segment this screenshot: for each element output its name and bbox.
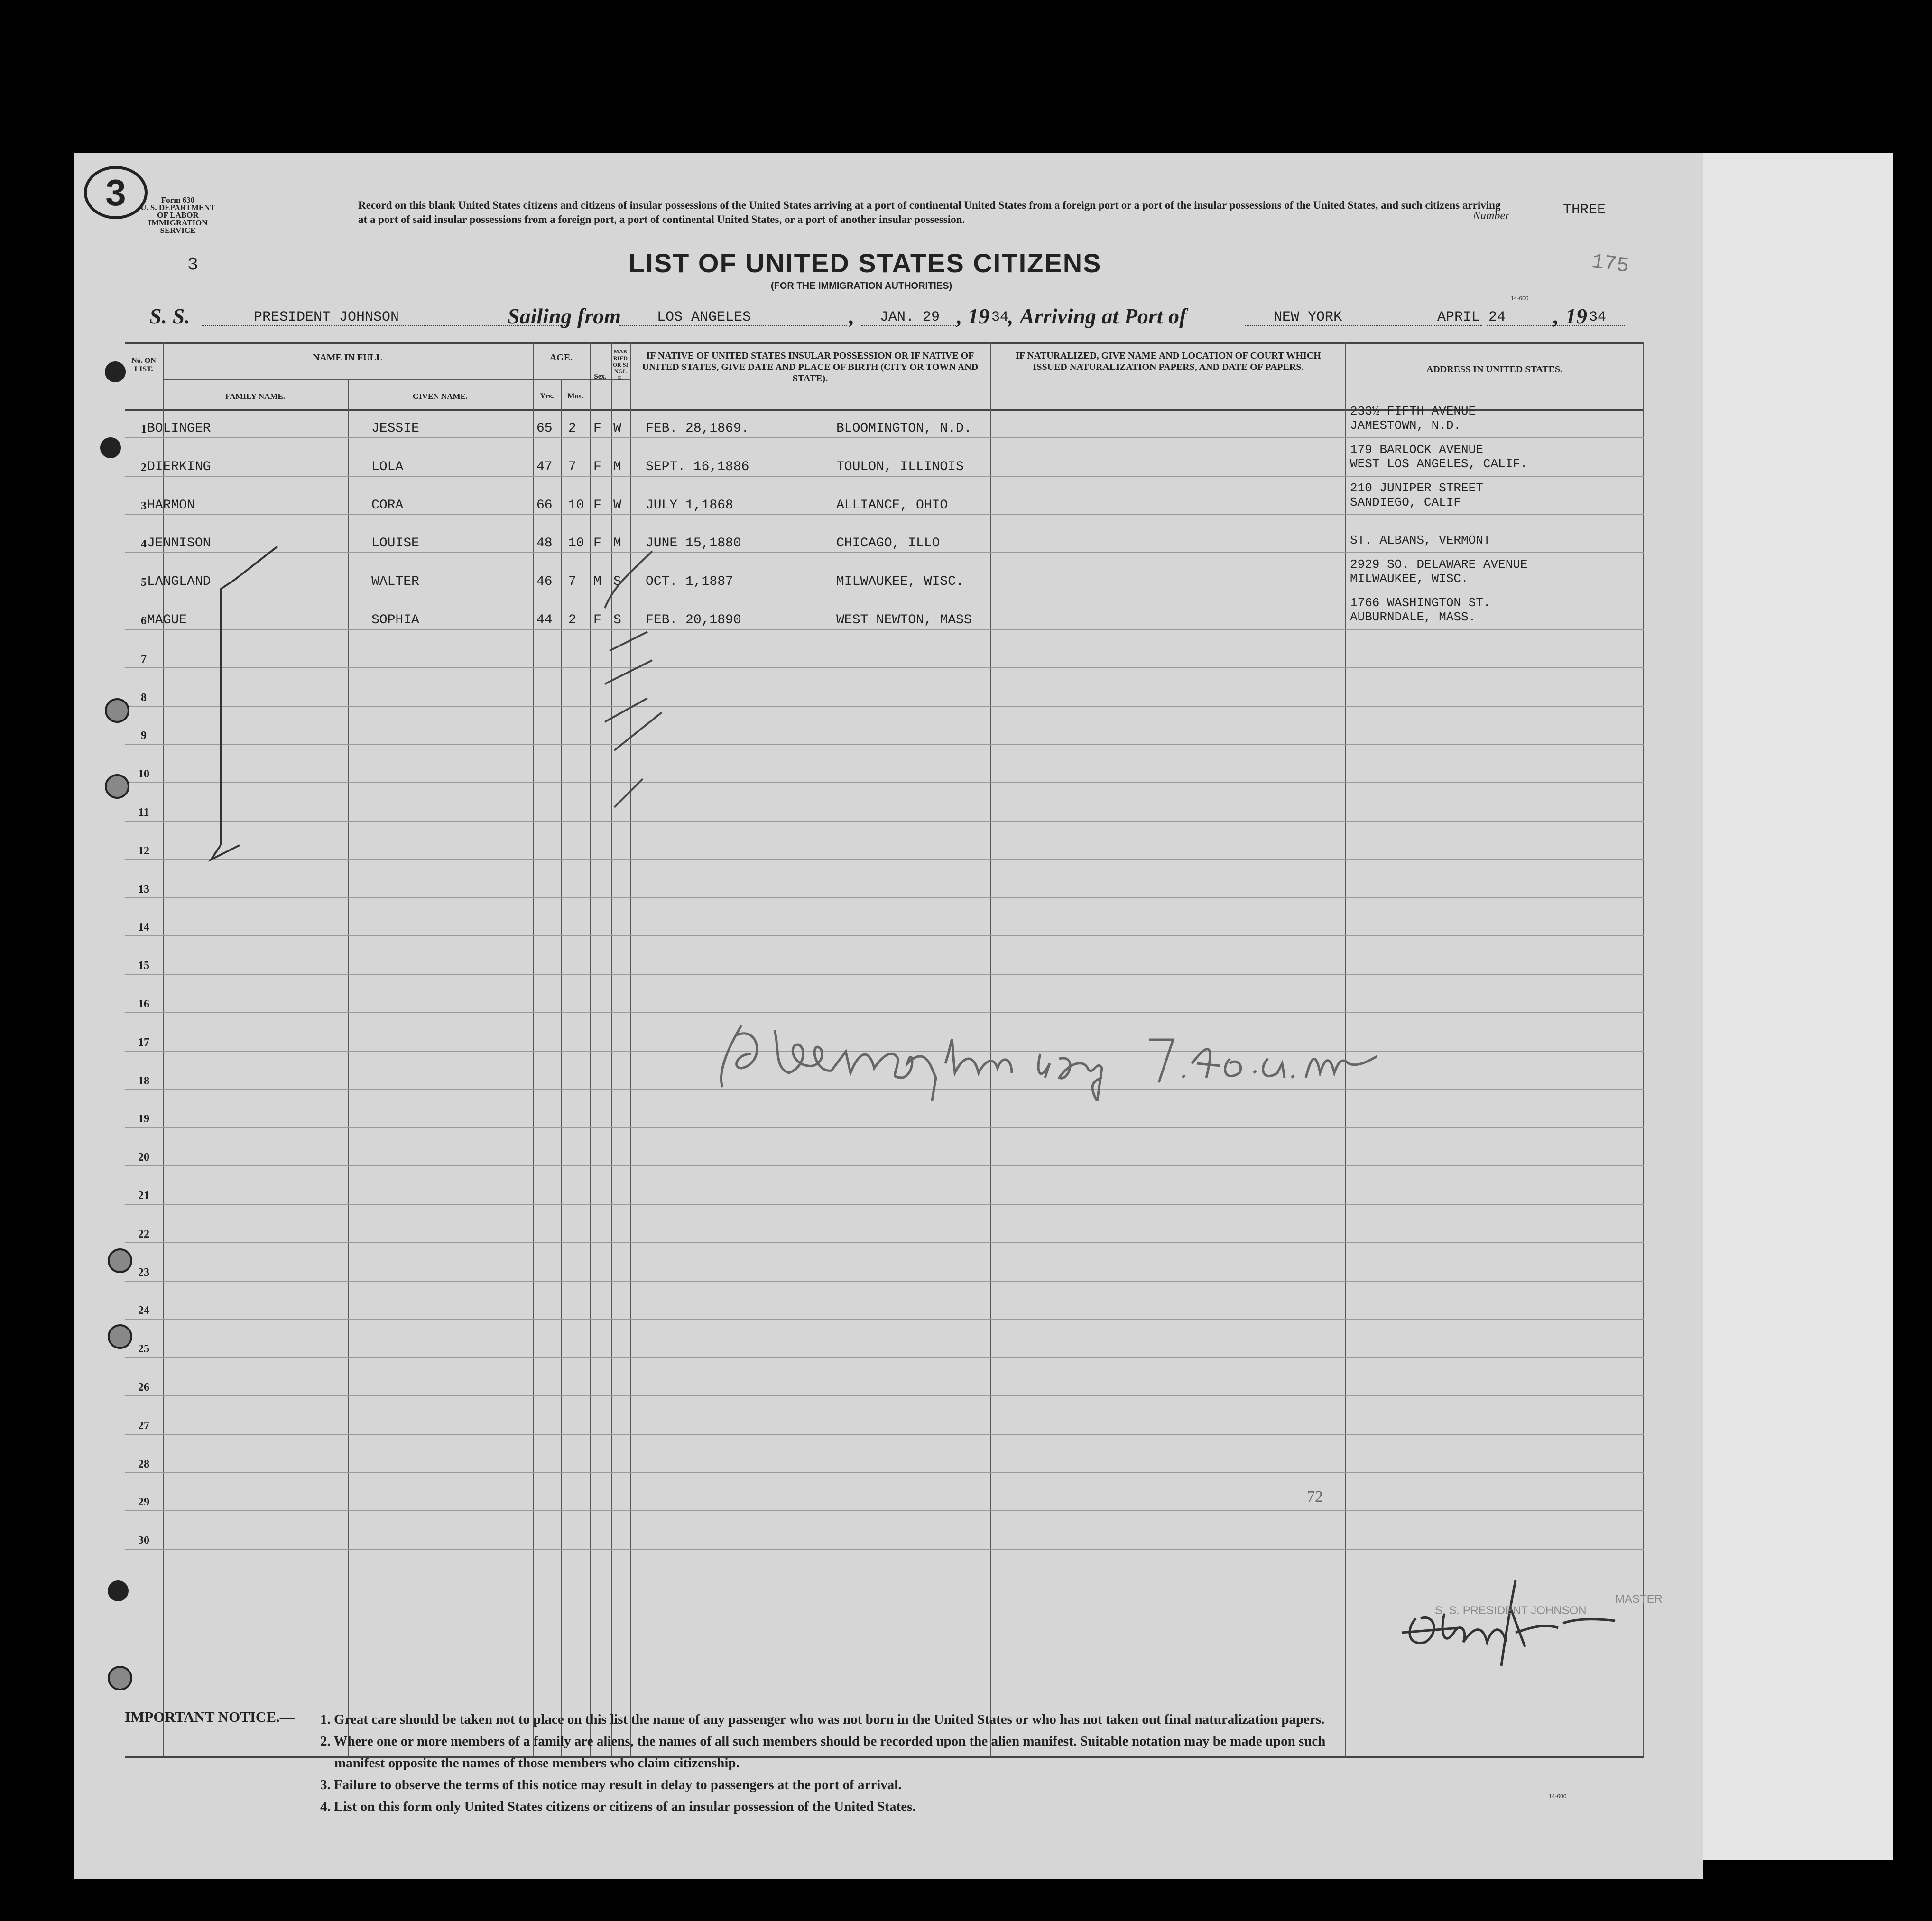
notice-item-1: 1. Great care should be taken not to place on this list the name of any passenger who was not born in the United States or who has not taken out final naturalization papers. bbox=[320, 1712, 1325, 1727]
manifest-sheet bbox=[74, 153, 1703, 1879]
age-years: 65 bbox=[536, 421, 553, 436]
row-number: 23 bbox=[138, 1266, 149, 1279]
row-rule bbox=[125, 1127, 1644, 1128]
address-line-2: AUBURNDALE, MASS. bbox=[1350, 610, 1476, 624]
row-number: 28 bbox=[138, 1458, 149, 1470]
marital-status: W bbox=[613, 421, 621, 436]
age-months: 10 bbox=[568, 498, 584, 513]
row-rule bbox=[125, 974, 1644, 975]
ship-stamp: S. S. PRESIDENT JOHNSON bbox=[1435, 1604, 1587, 1617]
from-port: LOS ANGELES bbox=[657, 309, 751, 325]
header-mos: Mos. bbox=[567, 392, 583, 400]
birth-date: FEB. 20,1890 bbox=[646, 613, 741, 628]
row-rule bbox=[125, 629, 1644, 630]
header-name-in-full: NAME IN FULL bbox=[313, 352, 383, 363]
age-months: 10 bbox=[568, 536, 584, 551]
row-number: 29 bbox=[138, 1496, 149, 1509]
arrival-year: 34 bbox=[1589, 309, 1607, 325]
notice-item-3: 3. Failure to observe the terms of this notice may result in delay to passengers at the port of arrival. bbox=[320, 1777, 902, 1792]
binding-hole bbox=[108, 1666, 132, 1690]
header-birth: IF NATIVE OF UNITED STATES INSULAR POSSESSION OR IF NATIVE OF UNITED STATES, GIVE DATE AND PLACE OF BIRTH (CITY OR TOWN AND STATE). bbox=[642, 351, 979, 384]
given-name: WALTER bbox=[371, 574, 419, 590]
marital-status: M bbox=[613, 459, 621, 474]
birth-date: JUNE 15,1880 bbox=[646, 536, 741, 551]
header-given-name: GIVEN NAME. bbox=[412, 392, 468, 401]
page-title: LIST OF UNITED STATES CITIZENS bbox=[629, 248, 1102, 278]
row-rule bbox=[125, 744, 1644, 745]
given-name: LOUISE bbox=[371, 536, 419, 551]
header-address: ADDRESS IN UNITED STATES. bbox=[1426, 364, 1563, 375]
binding-hole bbox=[108, 1580, 129, 1601]
row-number: 14 bbox=[138, 921, 149, 934]
row-rule bbox=[125, 1549, 1644, 1550]
row-rule bbox=[125, 1357, 1644, 1358]
arrival-port: NEW YORK bbox=[1274, 309, 1342, 325]
birth-place: WEST NEWTON, MASS bbox=[836, 613, 972, 628]
sail-date: JAN. 29 bbox=[880, 309, 940, 325]
next-page-edge bbox=[1703, 153, 1893, 1860]
row-number: 1 bbox=[141, 423, 147, 435]
row-rule bbox=[125, 935, 1644, 936]
sex: F bbox=[593, 536, 601, 551]
row-number: 5 bbox=[141, 576, 147, 589]
age-years: 47 bbox=[536, 459, 553, 474]
row-number: 30 bbox=[138, 1534, 149, 1547]
address-line-1: 1766 WASHINGTON ST. bbox=[1350, 596, 1491, 610]
arrival-date: APRIL 24 bbox=[1437, 309, 1506, 325]
given-name: LOLA bbox=[371, 459, 404, 474]
header-sex: Sex. bbox=[594, 373, 607, 380]
notice-item-2: 2. Where one or more members of a family are aliens, the names of all such members should be recorded upon the alien manifest. Suitable notation may be made upon such bbox=[320, 1734, 1326, 1749]
binding-hole bbox=[108, 1324, 132, 1349]
given-name: CORA bbox=[371, 498, 404, 513]
binding-hole bbox=[105, 361, 126, 382]
birth-date: SEPT. 16,1886 bbox=[646, 459, 749, 474]
sex: F bbox=[593, 498, 601, 513]
binding-hole bbox=[105, 774, 129, 799]
family-name: LANGLAND bbox=[147, 574, 211, 590]
birth-place: TOULON, ILLINOIS bbox=[836, 459, 964, 474]
arriving-label: Arriving at Port of bbox=[1020, 304, 1187, 328]
row-number: 26 bbox=[138, 1381, 149, 1394]
row-rule bbox=[125, 821, 1644, 822]
sailing-label: Sailing from bbox=[508, 304, 621, 328]
master-stamp: MASTER bbox=[1615, 1593, 1663, 1606]
family-name: HARMON bbox=[147, 498, 195, 513]
family-name: MAGUE bbox=[147, 613, 187, 628]
family-name: BOLINGER bbox=[147, 421, 211, 436]
row-rule bbox=[125, 1281, 1644, 1282]
address-line-1: 2929 SO. DELAWARE AVENUE bbox=[1350, 557, 1528, 572]
row-rule bbox=[125, 1395, 1644, 1396]
given-name: JESSIE bbox=[371, 421, 419, 436]
row-number: 13 bbox=[138, 883, 149, 896]
row-number: 15 bbox=[138, 960, 149, 972]
row-rule bbox=[125, 514, 1644, 515]
row-number: 18 bbox=[138, 1074, 149, 1087]
header-no: No. ON LIST. bbox=[131, 357, 156, 373]
grouping-bracket bbox=[183, 542, 306, 874]
sex: F bbox=[593, 613, 601, 628]
row-rule bbox=[125, 1242, 1644, 1243]
binding-hole bbox=[105, 698, 129, 723]
age-years: 66 bbox=[536, 498, 553, 513]
age-months: 2 bbox=[568, 421, 576, 436]
marital-status: M bbox=[613, 536, 621, 551]
sex: F bbox=[593, 459, 601, 474]
stamped-page-number: 175 bbox=[1590, 249, 1631, 279]
service-label: IMMIGRATION SERVICE bbox=[148, 218, 208, 235]
page-subtitle: (FOR THE IMMIGRATION AUTHORITIES) bbox=[771, 281, 952, 291]
header-naturalized: IF NATURALIZED, GIVE NAME AND LOCATION OF COURT WHICH ISSUED NATURALIZATION PAPERS, AND DATE OF PAPERS. bbox=[1016, 351, 1321, 372]
row-number: 6 bbox=[141, 615, 147, 627]
row-rule bbox=[125, 667, 1644, 668]
row-number: 7 bbox=[141, 653, 147, 665]
family-name: JENNISON bbox=[147, 536, 211, 551]
sheet-corner-number: 3 bbox=[187, 255, 198, 275]
row-number: 25 bbox=[138, 1343, 149, 1356]
row-number: 8 bbox=[141, 691, 147, 704]
sail-year: 34 bbox=[991, 309, 1009, 325]
row-rule bbox=[125, 1165, 1644, 1166]
ship-name: PRESIDENT JOHNSON bbox=[254, 309, 399, 325]
address-line-1: 210 JUNIPER STREET bbox=[1350, 480, 1483, 495]
ss-label: S. S. bbox=[149, 304, 190, 328]
birth-place: MILWAUKEE, WISC. bbox=[836, 574, 964, 590]
age-months: 2 bbox=[568, 613, 576, 628]
birth-date: JULY 1,1868 bbox=[646, 498, 733, 513]
row-number: 20 bbox=[138, 1151, 149, 1164]
binding-hole bbox=[108, 1248, 132, 1273]
notice-item-2-cont: manifest opposite the names of those members who claim citizenship. bbox=[334, 1755, 740, 1771]
row-rule bbox=[125, 552, 1644, 553]
birth-place: BLOOMINGTON, N.D. bbox=[836, 421, 972, 436]
row-rule bbox=[125, 1510, 1644, 1511]
record-instructions: Record on this blank United States citizens and citizens of insular possessions of the United States arriving at a port of continental United States from a foreign port or a port of the insular possessions of the United States, and such citizens arriving at a port of said insular possessions from a foreign port, a port of continental United States, or a port of another insular possession. bbox=[358, 199, 1501, 225]
row-rule bbox=[125, 782, 1644, 783]
age-years: 48 bbox=[536, 536, 553, 551]
row-rule bbox=[125, 1319, 1644, 1320]
row-number: 16 bbox=[138, 998, 149, 1010]
circled-page-number: 3 bbox=[84, 166, 148, 219]
family-name: DIERKING bbox=[147, 459, 211, 474]
list-number-value: THREE bbox=[1563, 202, 1606, 218]
header-age: AGE. bbox=[549, 352, 573, 363]
binding-hole bbox=[100, 437, 121, 458]
address-line-2: SANDIEGO, CALIF bbox=[1350, 495, 1461, 509]
check-marks bbox=[586, 542, 681, 826]
name-subheader-rule bbox=[163, 379, 630, 380]
row-number: 11 bbox=[138, 806, 149, 819]
birth-place: CHICAGO, ILLO bbox=[836, 536, 940, 551]
row-rule bbox=[125, 1204, 1644, 1205]
row-number: 12 bbox=[138, 844, 149, 857]
number-label: Number bbox=[1473, 210, 1510, 222]
row-rule bbox=[125, 897, 1644, 898]
row-rule bbox=[125, 706, 1644, 707]
marital-status: W bbox=[613, 498, 621, 513]
sex: F bbox=[593, 421, 601, 436]
voyage-line: S. S. PRESIDENT JOHNSON Sailing from LOS ANGELES , JAN. 29 , 19 34 , Arriving at Port of NEW YORK APRIL 24 , 19 34 bbox=[74, 304, 1703, 332]
birth-place: ALLIANCE, OHIO bbox=[836, 498, 948, 513]
row-number: 2 bbox=[141, 461, 147, 474]
form-number: Form 630 bbox=[161, 195, 195, 204]
arrival-year-prefix: 19 bbox=[1565, 304, 1587, 328]
row-number: 21 bbox=[138, 1190, 149, 1202]
birth-date: FEB. 28,1869. bbox=[646, 421, 749, 436]
header-yrs: Yrs. bbox=[540, 392, 554, 400]
form-code-bottom: 14-600 bbox=[1549, 1793, 1567, 1800]
address-line-2: WEST LOS ANGELES, CALIF. bbox=[1350, 456, 1528, 471]
row-number: 10 bbox=[138, 768, 149, 781]
notice-item-4: 4. List on this form only United States citizens or citizens of an insular possession of the United States. bbox=[320, 1799, 916, 1814]
row-number: 22 bbox=[138, 1228, 149, 1240]
master-signature bbox=[1387, 1576, 1625, 1671]
row-rule bbox=[125, 1434, 1644, 1435]
pencil-note: 72 bbox=[1307, 1488, 1323, 1505]
form-code-top: 14-600 bbox=[1511, 295, 1529, 302]
form-header bbox=[135, 196, 221, 234]
row-number: 4 bbox=[141, 538, 147, 551]
sex: M bbox=[593, 574, 601, 590]
row-number: 19 bbox=[138, 1113, 149, 1126]
department-label: U. S. DEPARTMENT OF LABOR bbox=[140, 203, 215, 220]
notice-lead: IMPORTANT NOTICE.— bbox=[125, 1709, 295, 1725]
header-married-single: MARRIED OR SINGLE. bbox=[612, 348, 629, 381]
address-line-2: MILWAUKEE, WISC. bbox=[1350, 572, 1469, 586]
given-name: SOPHIA bbox=[371, 613, 419, 628]
address-line-1: 179 BARLOCK AVENUE bbox=[1350, 442, 1483, 457]
inspector-handwriting bbox=[708, 1007, 1420, 1101]
age-months: 7 bbox=[568, 459, 576, 474]
row-rule bbox=[125, 437, 1644, 438]
row-number: 9 bbox=[141, 730, 147, 742]
row-number: 17 bbox=[138, 1036, 149, 1049]
age-months: 7 bbox=[568, 574, 576, 590]
row-rule bbox=[125, 859, 1644, 860]
marital-status: S bbox=[613, 574, 621, 590]
age-years: 44 bbox=[536, 613, 553, 628]
row-number: 27 bbox=[138, 1419, 149, 1432]
row-rule bbox=[125, 1472, 1644, 1473]
sail-year-prefix: 19 bbox=[968, 304, 989, 328]
age-years: 46 bbox=[536, 574, 553, 590]
address-line-1: 233½ FIFTH AVENUE bbox=[1350, 404, 1476, 418]
table-top-border bbox=[125, 342, 1644, 344]
address-line-2: ST. ALBANS, VERMONT bbox=[1350, 533, 1491, 548]
row-rule bbox=[125, 476, 1644, 477]
row-number: 3 bbox=[141, 499, 147, 512]
address-line-2: JAMESTOWN, N.D. bbox=[1350, 418, 1461, 433]
row-number: 24 bbox=[138, 1304, 149, 1317]
header-family-name: FAMILY NAME. bbox=[225, 392, 285, 401]
marital-status: S bbox=[613, 613, 621, 628]
birth-date: OCT. 1,1887 bbox=[646, 574, 733, 590]
